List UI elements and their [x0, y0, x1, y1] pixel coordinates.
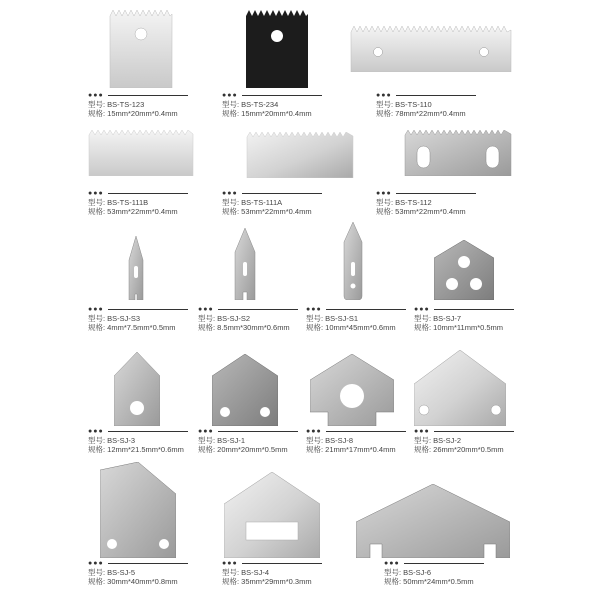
- caption-divider: [326, 309, 406, 310]
- caption-divider: [108, 309, 188, 310]
- bullet-dots: ●●●: [222, 92, 238, 99]
- caption-divider: [434, 309, 514, 310]
- spec-size: 规格: 30mm*40mm*0.8mm: [88, 577, 178, 586]
- caption-divider: [404, 563, 484, 564]
- bullet-dots: ●●●: [88, 306, 104, 313]
- blade-image-bs-ts-234: [244, 10, 310, 88]
- blade-image-bs-sj-s3: [126, 236, 146, 300]
- blade-image-bs-sj-s2: [232, 228, 258, 300]
- model-number: 型号: BS-SJ-S2: [198, 314, 251, 323]
- model-number: 型号: BS-TS-111A: [222, 198, 283, 207]
- bullet-dots: ●●●: [384, 560, 400, 567]
- spec-size: 规格: 4mm*7.5mm*0.5mm: [88, 323, 176, 332]
- caption-divider: [326, 431, 406, 432]
- caption-divider: [242, 563, 322, 564]
- model-number: 型号: BS-SJ-1: [198, 436, 246, 445]
- model-number: 型号: BS-TS-123: [88, 100, 145, 109]
- bullet-dots: ●●●: [222, 190, 238, 197]
- model-number: 型号: BS-TS-110: [376, 100, 432, 109]
- spec-size: 规格: 53mm*22mm*0.4mm: [88, 207, 178, 216]
- model-number: 型号: BS-SJ-S3: [88, 314, 141, 323]
- spec-size: 规格: 35mm*29mm*0.3mm: [222, 577, 312, 586]
- spec-size: 规格: 78mm*22mm*0.4mm: [376, 109, 466, 118]
- caption-divider: [108, 431, 188, 432]
- model-number: 型号: BS-SJ-2: [414, 436, 462, 445]
- model-number: 型号: BS-TS-234: [222, 100, 279, 109]
- blade-image-bs-sj-6: [356, 484, 510, 558]
- model-number: 型号: BS-TS-111B: [88, 198, 149, 207]
- blade-image-bs-sj-3: [114, 352, 160, 426]
- bullet-dots: ●●●: [198, 306, 214, 313]
- blade-image-bs-sj-5: [100, 462, 176, 558]
- spec-size: 规格: 15mm*20mm*0.4mm: [88, 109, 178, 118]
- spec-size: 规格: 50mm*24mm*0.5mm: [384, 577, 474, 586]
- spec-size: 规格: 21mm*17mm*0.4mm: [306, 445, 396, 454]
- model-number: 型号: BS-SJ-4: [222, 568, 270, 577]
- model-number: 型号: BS-SJ-3: [88, 436, 136, 445]
- caption-divider: [396, 95, 476, 96]
- spec-size: 规格: 10mm*45mm*0.6mm: [306, 323, 396, 332]
- model-number: 型号: BS-SJ-8: [306, 436, 354, 445]
- bullet-dots: ●●●: [222, 560, 238, 567]
- blade-image-bs-ts-110: [350, 26, 512, 72]
- bullet-dots: ●●●: [306, 428, 322, 435]
- blade-image-bs-sj-8: [310, 354, 394, 426]
- blade-image-bs-ts-123: [108, 10, 174, 88]
- caption-divider: [108, 193, 188, 194]
- spec-size: 规格: 20mm*20mm*0.5mm: [198, 445, 288, 454]
- bullet-dots: ●●●: [198, 428, 214, 435]
- model-number: 型号: BS-SJ-6: [384, 568, 432, 577]
- blade-image-bs-sj-1: [212, 354, 278, 426]
- bullet-dots: ●●●: [414, 306, 430, 313]
- bullet-dots: ●●●: [88, 190, 104, 197]
- caption-divider: [108, 95, 188, 96]
- spec-size: 规格: 10mm*11mm*0.5mm: [414, 323, 504, 332]
- spec-size: 规格: 8.5mm*30mm*0.6mm: [198, 323, 290, 332]
- bullet-dots: ●●●: [414, 428, 430, 435]
- bullet-dots: ●●●: [88, 92, 104, 99]
- blade-image-bs-ts-112: [404, 130, 512, 176]
- blade-image-bs-ts-111b: [88, 130, 194, 176]
- bullet-dots: ●●●: [376, 190, 392, 197]
- spec-size: 规格: 53mm*22mm*0.4mm: [222, 207, 312, 216]
- caption-divider: [218, 309, 298, 310]
- blade-image-bs-sj-s1: [342, 222, 364, 300]
- caption-divider: [242, 95, 322, 96]
- caption-divider: [434, 431, 514, 432]
- bullet-dots: ●●●: [376, 92, 392, 99]
- blade-image-bs-sj-7: [434, 240, 494, 300]
- model-number: 型号: BS-SJ-7: [414, 314, 462, 323]
- spec-size: 规格: 12mm*21.5mm*0.6mm: [88, 445, 184, 454]
- blade-image-bs-sj-2: [414, 350, 506, 426]
- bullet-dots: ●●●: [88, 428, 104, 435]
- caption-divider: [396, 193, 476, 194]
- blade-image-bs-ts-111a: [246, 132, 354, 178]
- model-number: 型号: BS-TS-112: [376, 198, 432, 207]
- caption-divider: [108, 563, 188, 564]
- caption-divider: [218, 431, 298, 432]
- blade-image-bs-sj-4: [224, 472, 320, 558]
- spec-size: 规格: 53mm*22mm*0.4mm: [376, 207, 466, 216]
- caption-divider: [242, 193, 322, 194]
- spec-size: 规格: 26mm*20mm*0.5mm: [414, 445, 504, 454]
- model-number: 型号: BS-SJ-S1: [306, 314, 359, 323]
- model-number: 型号: BS-SJ-5: [88, 568, 136, 577]
- spec-size: 规格: 15mm*20mm*0.4mm: [222, 109, 312, 118]
- bullet-dots: ●●●: [88, 560, 104, 567]
- bullet-dots: ●●●: [306, 306, 322, 313]
